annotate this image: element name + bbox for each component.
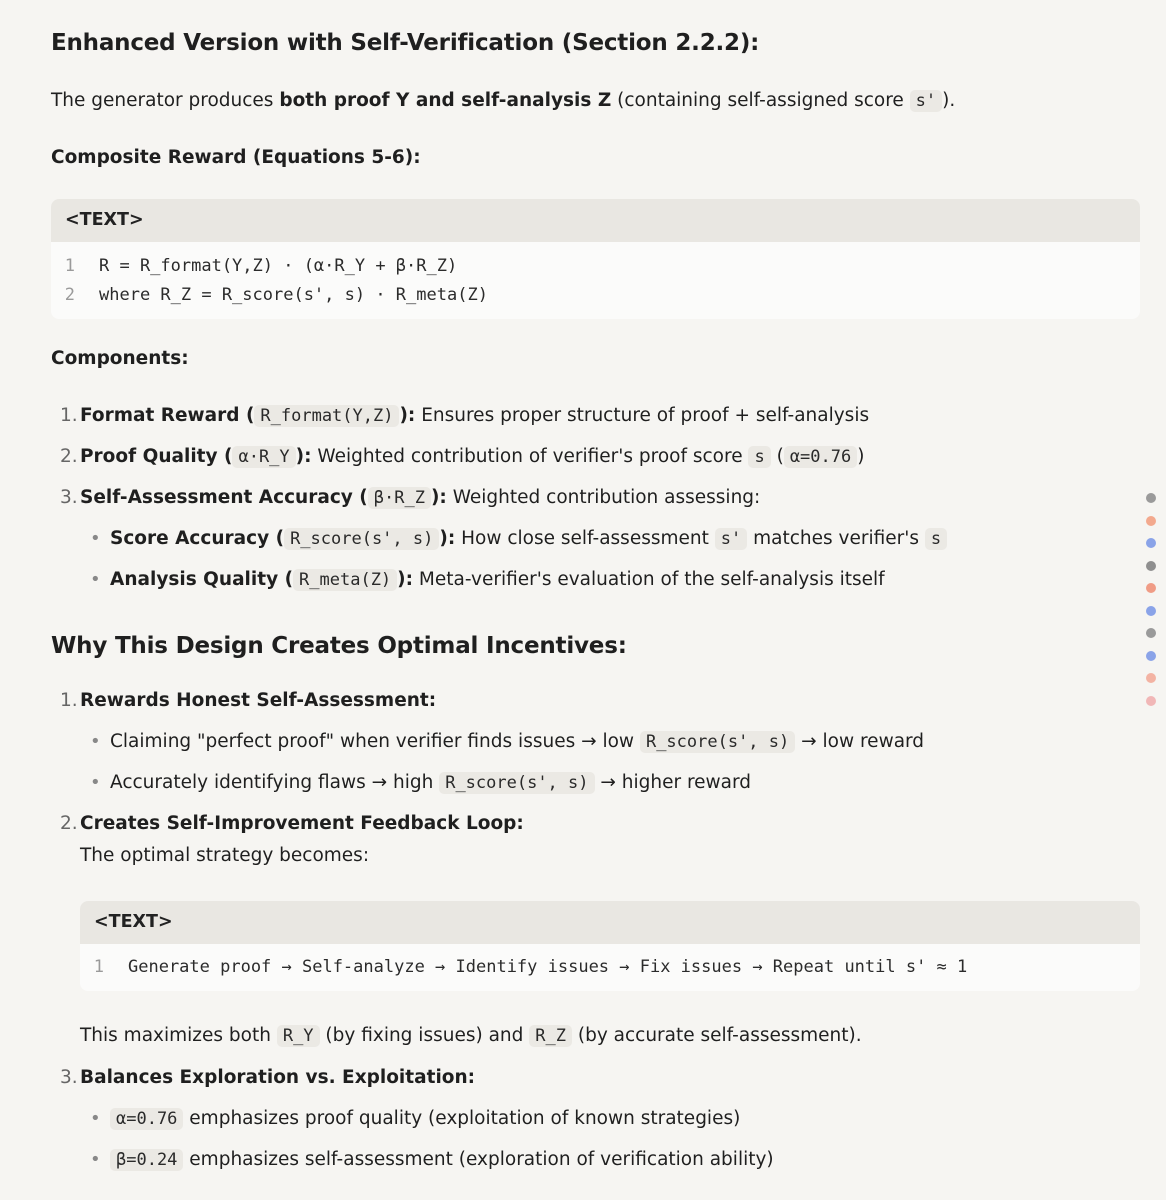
code-block[interactable] [80, 901, 1140, 991]
item-title-end: ): [295, 446, 312, 467]
code-text: R = R_format(Y,Z) · (α·R_Y + β·R_Z) [99, 256, 458, 276]
item-text: The optimal strategy becomes: [80, 845, 370, 866]
inline-code: α=0.76 [784, 446, 857, 468]
list-number: 3. [60, 1067, 78, 1088]
inline-code: s' [910, 90, 942, 112]
item-text: This maximizes both [80, 1025, 277, 1046]
navigator-dot[interactable] [1146, 696, 1156, 706]
inline-code: α·R_Y [232, 446, 295, 468]
list-number: 1. [60, 690, 78, 711]
inline-code: s [925, 528, 947, 550]
inline-code: s' [715, 528, 747, 550]
intro-paragraph [51, 87, 955, 115]
code-line [80, 953, 1140, 982]
sub-list-item [90, 728, 925, 756]
code-block-lang: <TEXT> [51, 199, 1140, 242]
intro-bold: both proof Y and self-analysis Z [279, 90, 612, 111]
navigator-dot[interactable] [1146, 493, 1156, 503]
item-title: Self-Assessment Accuracy ( [80, 487, 368, 508]
sub-list-item [90, 525, 947, 553]
item-text: matches verifier's [747, 528, 925, 549]
navigator-dot[interactable] [1146, 561, 1156, 571]
navigator-dot[interactable] [1146, 583, 1156, 593]
item-title: Balances Exploration vs. Exploitation: [80, 1067, 476, 1088]
code-block-lang: <TEXT> [80, 901, 1140, 944]
intro-text-mid: (containing self-assigned score [611, 90, 910, 111]
item-text: Weighted contribution of verifier's proof score [311, 446, 749, 467]
item-title-end: ): [430, 487, 447, 508]
item-text: → low reward [795, 731, 925, 752]
item-text: emphasizes proof quality (exploitation of known strategies) [183, 1108, 741, 1129]
sub-list-item [90, 1146, 774, 1174]
composite-heading: Composite Reward (Equations 5-6): [51, 147, 421, 168]
sub-list-item [90, 1105, 741, 1133]
item-title: Rewards Honest Self-Assessment: [80, 690, 437, 711]
item-text: emphasizes self-assessment (exploration of verification ability) [183, 1149, 774, 1170]
code-text: where R_Z = R_score(s', s) · R_meta(Z) [99, 285, 488, 305]
list-item [60, 1064, 476, 1092]
list-item [60, 810, 524, 838]
item-text: Ensures proper structure of proof + self-analysis [415, 405, 870, 426]
inline-code: R_score(s', s) [640, 731, 795, 753]
navigator-dot[interactable] [1146, 516, 1156, 526]
list-number: 1. [60, 405, 78, 426]
code-line [51, 252, 1140, 281]
item-title-end: ): [397, 569, 414, 590]
list-item [60, 484, 761, 512]
sub-list-item [90, 566, 885, 594]
item-text: Weighted contribution assessing: [446, 487, 761, 508]
list-item [60, 402, 870, 430]
item-title: Format Reward ( [80, 405, 255, 426]
item-title: Analysis Quality ( [110, 569, 294, 590]
bullet: • [90, 1108, 101, 1129]
item-text: ) [857, 446, 865, 467]
intro-text: The generator produces [51, 90, 280, 111]
item-title: Creates Self-Improvement Feedback Loop: [80, 813, 524, 834]
code-block-body [80, 944, 1140, 982]
inline-code: R_Y [277, 1025, 320, 1047]
bullet: • [90, 731, 101, 752]
inline-code: β·R_Z [368, 487, 431, 509]
bullet: • [90, 772, 101, 793]
list-number: 2. [60, 446, 78, 467]
navigator-dot[interactable] [1146, 628, 1156, 638]
line-number: 1 [64, 256, 75, 276]
item-title-end: ): [399, 405, 416, 426]
inline-code: R_meta(Z) [293, 569, 397, 591]
inline-code: R_score(s', s) [284, 528, 439, 550]
code-text: Generate proof → Self-analyze → Identify issues → Fix issues → Repeat until s' ≈ 1 [128, 957, 968, 977]
code-block[interactable] [51, 199, 1140, 319]
item-title-end: ): [439, 528, 456, 549]
inline-code: α=0.76 [110, 1108, 183, 1130]
code-block-body [51, 242, 1140, 310]
item-text: (by fixing issues) and [319, 1025, 530, 1046]
code-line [51, 281, 1140, 310]
components-heading: Components: [51, 348, 189, 369]
item-text: Meta-verifier's evaluation of the self-analysis itself [413, 569, 885, 590]
bullet: • [90, 569, 101, 590]
item-title: Proof Quality ( [80, 446, 233, 467]
item-text: ( [770, 446, 784, 467]
list-number: 3. [60, 487, 78, 508]
navigator-dot[interactable] [1146, 606, 1156, 616]
intro-text-end: ). [942, 90, 956, 111]
inline-code: s [748, 446, 770, 468]
item-text [80, 1022, 862, 1050]
list-item [60, 443, 865, 471]
inline-code: β=0.24 [110, 1149, 183, 1171]
list-item [60, 687, 437, 715]
sub-list-item [90, 769, 752, 797]
item-title: Score Accuracy ( [110, 528, 285, 549]
why-heading: Why This Design Creates Optimal Incentives: [51, 633, 627, 659]
inline-code: R_score(s', s) [439, 772, 594, 794]
item-text: (by accurate self-assessment). [571, 1025, 862, 1046]
line-number: 2 [64, 285, 75, 305]
list-number: 2. [60, 813, 78, 834]
item-text: → higher reward [594, 772, 752, 793]
navigator-dot[interactable] [1146, 538, 1156, 548]
line-number: 1 [93, 957, 104, 977]
inline-code: R_format(Y,Z) [254, 405, 399, 427]
navigator-dot[interactable] [1146, 673, 1156, 683]
navigator-dot[interactable] [1146, 651, 1156, 661]
section-title: Enhanced Version with Self-Verification (Section 2.2.2): [51, 30, 760, 56]
inline-code: R_Z [529, 1025, 572, 1047]
bullet: • [90, 528, 101, 549]
item-text: How close self-assessment [455, 528, 715, 549]
item-text: Accurately identifying flaws → high [110, 772, 440, 793]
item-text: Claiming "perfect proof" when verifier finds issues → low [110, 731, 640, 752]
bullet: • [90, 1149, 101, 1170]
